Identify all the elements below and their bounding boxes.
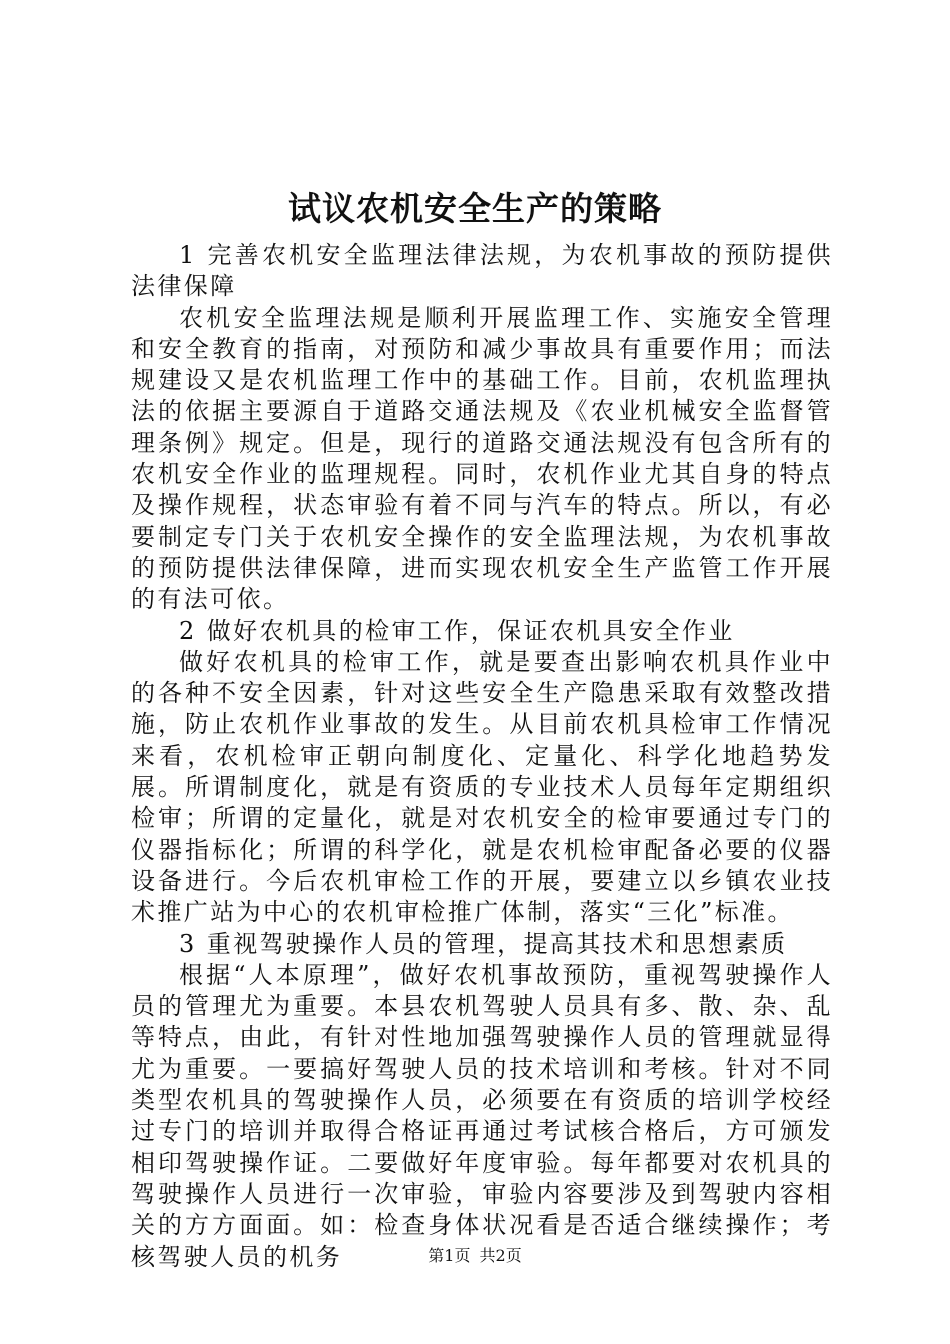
page-footer [0,1244,950,1268]
document-body [131,240,833,1273]
section-heading-2: 2 做好农机具的检审工作，保证农机具安全作业 [179,616,735,645]
page-total: 共2页 [479,1246,522,1265]
document-title: 试议农机安全生产的策略 [288,189,662,228]
body-paragraph-3: 根据“人本原理”，做好农机事故预防，重视驾驶操作人员的管理尤为重要。本县农机驾驶人员具有多、散、杂、乱等特点，由此，有针对性地加强驾驶操作人员的管理就显得尤为重要。一要搞好驾驶人员的技术培训和考核。针对不同类型农机具的驾驶操作人员，必须要在有资质的培训学校经过专门的培训并取得合格证再通过考试核合格后，方可颁发相印驾驶操作证。二要做好年度审验。每年都要对农机具的驾驶操作人员进行一次审验，审验内容要涉及到驾驶内容相关的方方面面。如：检查身体状况看是否适合继续操作；考核驾驶人员的机务 [131,960,833,1271]
section-heading-3: 3 重视驾驶操作人员的管理，提高其技术和思想素质 [179,929,788,958]
body-paragraph-1: 农机安全监理法规是顺利开展监理工作、实施安全管理和安全教育的指南，对预防和减少事故具有重要作用；而法规建设又是农机监理工作中的基础工作。目前，农机监理执法的依据主要源自于道路交通法规及《农业机械安全监督管理条例》规定。但是，现行的道路交通法规没有包含所有的农机安全作业的监理规程。同时，农机作业尤其自身的特点及操作规程，状态审验有着不同与汽车的特点。所以，有必要制定专门关于农机安全操作的安全监理法规，为农机事故的预防提供法律保障，进而实现农机安全生产监管工作开展的有法可依。 [131,303,833,614]
body-paragraph-2: 做好农机具的检审工作，就是要查出影响农机具作业中的各种不安全因素，针对这些安全生产隐患采取有效整改措施，防止农机作业事故的发生。从目前农机具检审工作情况来看，农机检审正朝向制度化、定量化、科学化地趋势发展。所谓制度化，就是有资质的专业技术人员每年定期组织检审；所谓的定量化，就是对农机安全的检审要通过专门的仪器指标化；所谓的科学化，就是农机检审配备必要的仪器设备进行。今后农机审检工作的开展，要建立以乡镇农业技术推广站为中心的农机审检推广体制，落实“三化”标准。 [131,647,833,927]
section-heading-1: 1 完善农机安全监理法律法规，为农机事故的预防提供法律保障 [131,241,833,301]
page-number: 第1页 [428,1246,471,1265]
